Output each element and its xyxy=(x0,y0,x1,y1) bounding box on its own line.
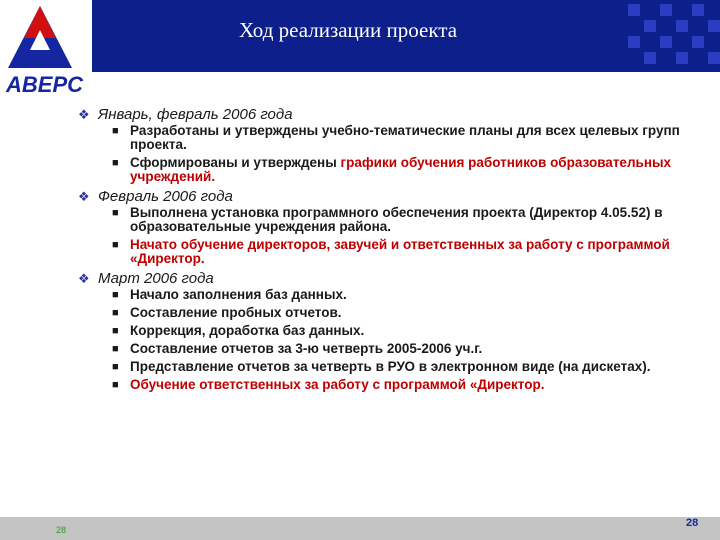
list-item: ■ Сформированы и утверждены графики обучения работников образовательных учреждений. xyxy=(112,155,672,184)
square-bullet-icon: ■ xyxy=(112,325,119,337)
page-title: Ход реализации проекта xyxy=(238,18,458,42)
section-heading: ❖ Февраль 2006 года xyxy=(78,188,233,205)
list-item: ■ Составление пробных отчетов. xyxy=(112,305,342,320)
list-item: ■ Разработаны и утверждены учебно-тематические планы для всех целевых групп проекта. xyxy=(112,123,680,152)
list-item: ■ Начато обучение директоров, завучей и ответственных за работу с программой «Директор. xyxy=(112,237,670,266)
logo xyxy=(0,0,92,100)
page-number-left: 28 xyxy=(56,525,67,535)
section-heading: ❖ Март 2006 года xyxy=(78,270,214,287)
square-bullet-icon: ■ xyxy=(112,307,119,319)
square-bullet-icon: ■ xyxy=(112,289,119,301)
slide-content xyxy=(78,106,698,396)
square-bullet-icon: ■ xyxy=(112,207,119,219)
section-heading: ❖ Январь, февраль 2006 года xyxy=(78,106,293,123)
list-item: ■ Выполнена установка программного обеспечения проекта (Директор 4.05.52) в образовательные учреждения района. xyxy=(112,205,663,234)
list-item: ■ Составление отчетов за 3-ю четверть 2005-2006 уч.г. xyxy=(112,341,483,356)
list-item: ■ Обучение ответственных за работу с программой «Директор. xyxy=(112,377,545,392)
list-item: ■ Начало заполнения баз данных. xyxy=(112,287,347,302)
square-bullet-icon: ■ xyxy=(112,343,119,355)
square-bullet-icon: ■ xyxy=(112,379,119,391)
page-number-right: 28 xyxy=(686,517,699,529)
square-bullet-icon: ■ xyxy=(112,157,119,169)
decorative-grid-icon xyxy=(624,0,720,72)
square-bullet-icon: ■ xyxy=(112,239,119,251)
slide-header xyxy=(0,0,720,72)
list-item: ■ Представление отчетов за четверть в РУО в электронном виде (на дискетах). xyxy=(112,359,651,374)
list-item: ■ Коррекция, доработка баз данных. xyxy=(112,323,365,338)
square-bullet-icon: ■ xyxy=(112,125,119,137)
square-bullet-icon: ■ xyxy=(112,361,119,373)
diamond-bullet-icon: ❖ xyxy=(78,107,90,122)
diamond-bullet-icon: ❖ xyxy=(78,189,90,204)
logo-text: АВЕРС xyxy=(6,72,84,97)
footer-bar xyxy=(0,517,720,540)
logo-triangle-icon xyxy=(0,0,92,72)
diamond-bullet-icon: ❖ xyxy=(78,271,90,286)
